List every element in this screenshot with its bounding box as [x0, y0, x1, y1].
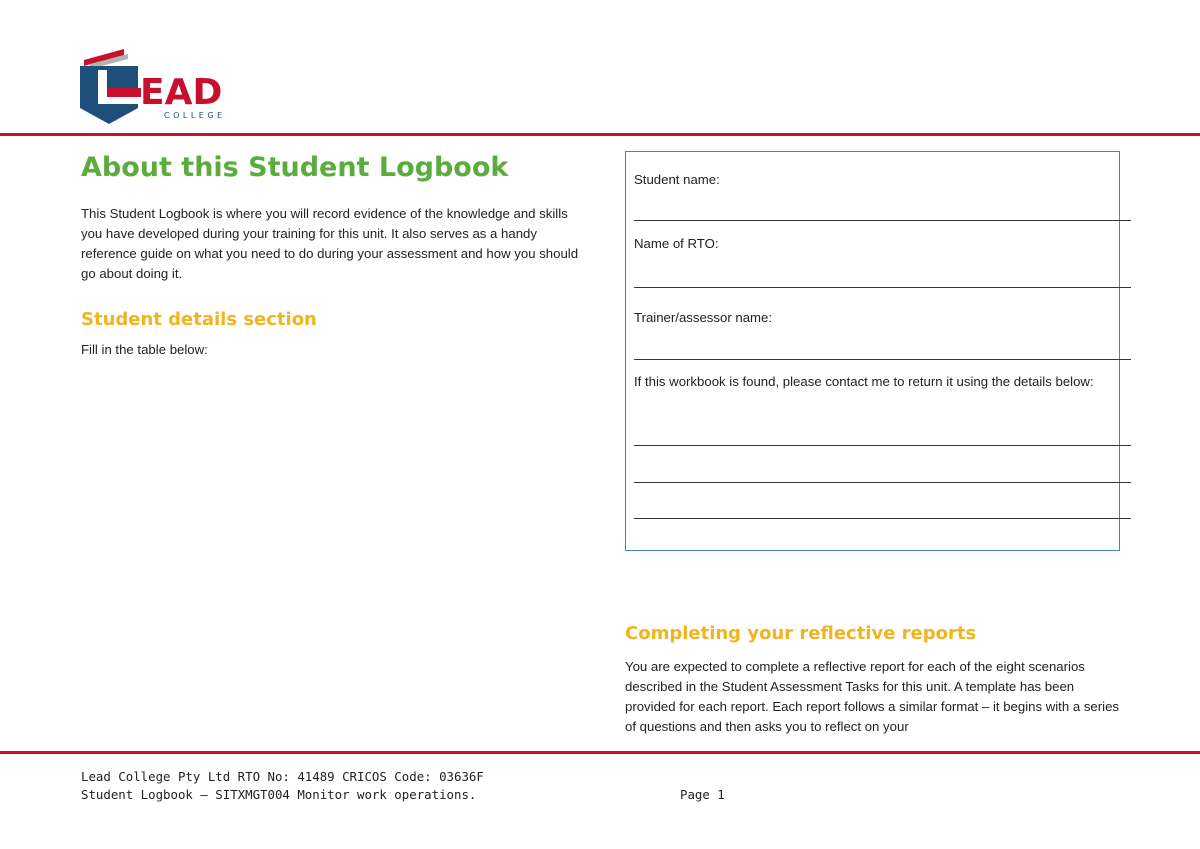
student-details-heading: Student details section: [81, 309, 317, 330]
contact-details-field-1[interactable]: [634, 445, 1131, 446]
reflective-reports-paragraph: You are expected to complete a reflective report for each of the eight scenarios described in the Student Assessment Tasks for this unit. A template has been provided for each report. Each report follows a similar format – it begins with a series of questions and then asks you to reflect on your: [625, 659, 1120, 734]
page-number: Page 1: [680, 787, 725, 802]
right-column: [625, 622, 1125, 737]
fill-table-instruction: Fill in the table below:: [81, 342, 208, 357]
trainer-name-field[interactable]: [634, 359, 1131, 360]
student-name-label: Student name:: [634, 172, 720, 187]
footer-company-line: Lead College Pty Ltd RTO No: 41489 CRICOS Code: 03636F: [81, 769, 484, 784]
contact-details-field-3[interactable]: [634, 518, 1131, 519]
found-contact-label: If this workbook is found, please contact me to return it using the details below:: [634, 374, 1094, 389]
logo-college-text: COLLEGE: [164, 111, 226, 120]
rto-name-field[interactable]: [634, 287, 1131, 288]
contact-details-field-2[interactable]: [634, 482, 1131, 483]
header-rule: [0, 133, 1200, 136]
rto-name-label: Name of RTO:: [634, 236, 719, 251]
student-details-box: [625, 151, 1120, 551]
logo-wordmark: EAD: [140, 72, 223, 113]
trainer-name-label: Trainer/assessor name:: [634, 310, 773, 325]
footer-rule: [0, 751, 1200, 754]
reflective-reports-heading: Completing your reflective reports: [625, 623, 977, 644]
page-title: About this Student Logbook: [81, 152, 509, 183]
footer-logbook-line: Student Logbook – SITXMGT004 Monitor work operations.: [81, 787, 477, 802]
footer: [81, 768, 781, 804]
student-name-field[interactable]: [634, 220, 1131, 221]
left-column: [81, 150, 581, 360]
intro-paragraph: This Student Logbook is where you will record evidence of the knowledge and skills you have developed during your training for this unit. It also serves as a handy reference guide on what you need to do during your assessment and how you should go about doing it.: [81, 206, 579, 281]
lead-college-logo: [80, 48, 255, 126]
